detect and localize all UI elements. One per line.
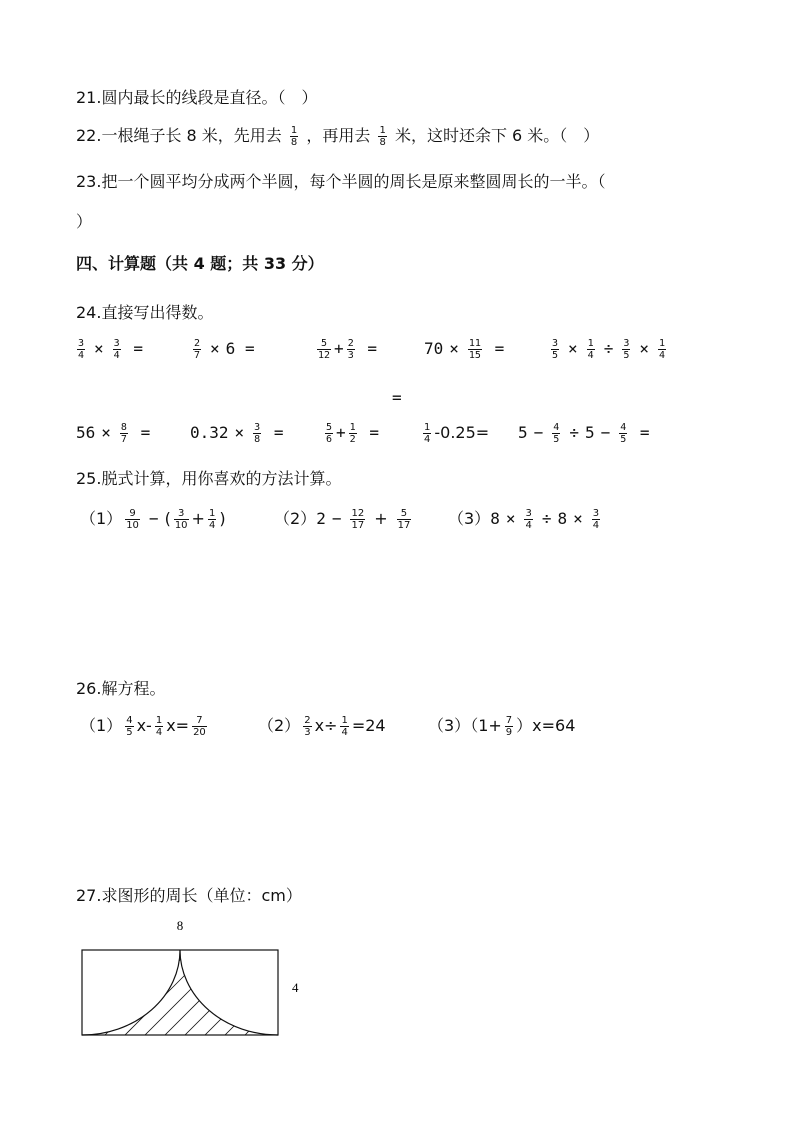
expr-1-5: $\frac{3}{5}$ × $\frac{1}{4}$ ÷ $\frac{3}{5}$ × $\frac{1}{4}$: [552, 338, 666, 361]
section-heading: 四、计算题（共 4 题；共 33 分）: [76, 254, 324, 273]
left-arc: [82, 950, 180, 1035]
expr-2-1: 56 × $\frac{8}{7}$ =: [76, 422, 151, 445]
expr-1-3: $\frac{5}{12}$ + $\frac{2}{3}$ =: [318, 338, 377, 361]
question-27-title: 27.求图形的周长（单位：cm）: [76, 886, 302, 905]
q26-part-2: （2） $\frac{2}{3}$ x÷ $\frac{1}{4}$ =24: [258, 715, 386, 738]
q26-part-1: （1） $\frac{4}{5}$ x- $\frac{1}{4}$ x= $\frac{7}{20}$: [80, 715, 206, 738]
question-22: [76, 125, 599, 148]
question-23-line1: 23.把一个圆平均分成两个半圆，每个半圆的周长是原来整圆周长的一半。（: [76, 172, 606, 191]
question-24-title: 24.直接写出得数。: [76, 303, 214, 322]
expr-2-5: 5 − $\frac{4}{5}$ ÷ 5 − $\frac{4}{5}$ =: [518, 422, 650, 445]
expr-1-5-equals: =: [392, 388, 402, 407]
expr-2-3: $\frac{5}{6}$ + $\frac{1}{2}$ =: [326, 422, 379, 445]
expr-1-1: $\frac{3}{4}$ × $\frac{3}{4}$ =: [78, 338, 143, 361]
expr-1-2: $\frac{2}{7}$ × 6 =: [194, 338, 255, 361]
right-arc: [180, 950, 278, 1035]
rectangle-outline: [82, 950, 278, 1035]
question-21: 21.圆内最长的线段是直径。（ ）: [76, 88, 318, 107]
question-26-title: 26.解方程。: [76, 679, 166, 698]
q22-text-b: ，再用去: [306, 126, 371, 145]
question-23-line2: ）: [76, 212, 93, 231]
q25-part-2: （2）2 − $\frac{12}{17}$ + $\frac{5}{17}$: [274, 508, 411, 531]
fraction: $\frac{1}{8}$: [290, 125, 298, 148]
perimeter-figure: [70, 910, 330, 1050]
q26-part-3: （3）（1+ $\frac{7}{9}$ ）x=64: [428, 715, 576, 738]
fraction: $\frac{1}{8}$: [379, 125, 386, 148]
height-label: 4: [292, 980, 299, 995]
expr-1-4: 70 × $\frac{11}{15}$ =: [424, 338, 505, 361]
question-25-title: 25.脱式计算，用你喜欢的方法计算。: [76, 469, 342, 488]
q22-text-c: 米，这时还余下 6 米。（ ）: [394, 126, 600, 145]
q25-part-3: （3）8 × $\frac{3}{4}$ ÷ 8 × $\frac{3}{4}$: [448, 508, 600, 531]
expr-2-4: $\frac{1}{4}$ -0.25=: [424, 422, 490, 445]
expr-2-2: 0.32 × $\frac{3}{8}$ =: [190, 422, 284, 445]
width-label: 8: [176, 918, 184, 933]
q22-text-a: 22.一根绳子长 8 米，先用去: [76, 126, 282, 145]
q25-part-1: （1） $\frac{9}{10}$ − ( $\frac{3}{10}$ + $\frac{1}{4}$ ): [80, 508, 226, 531]
